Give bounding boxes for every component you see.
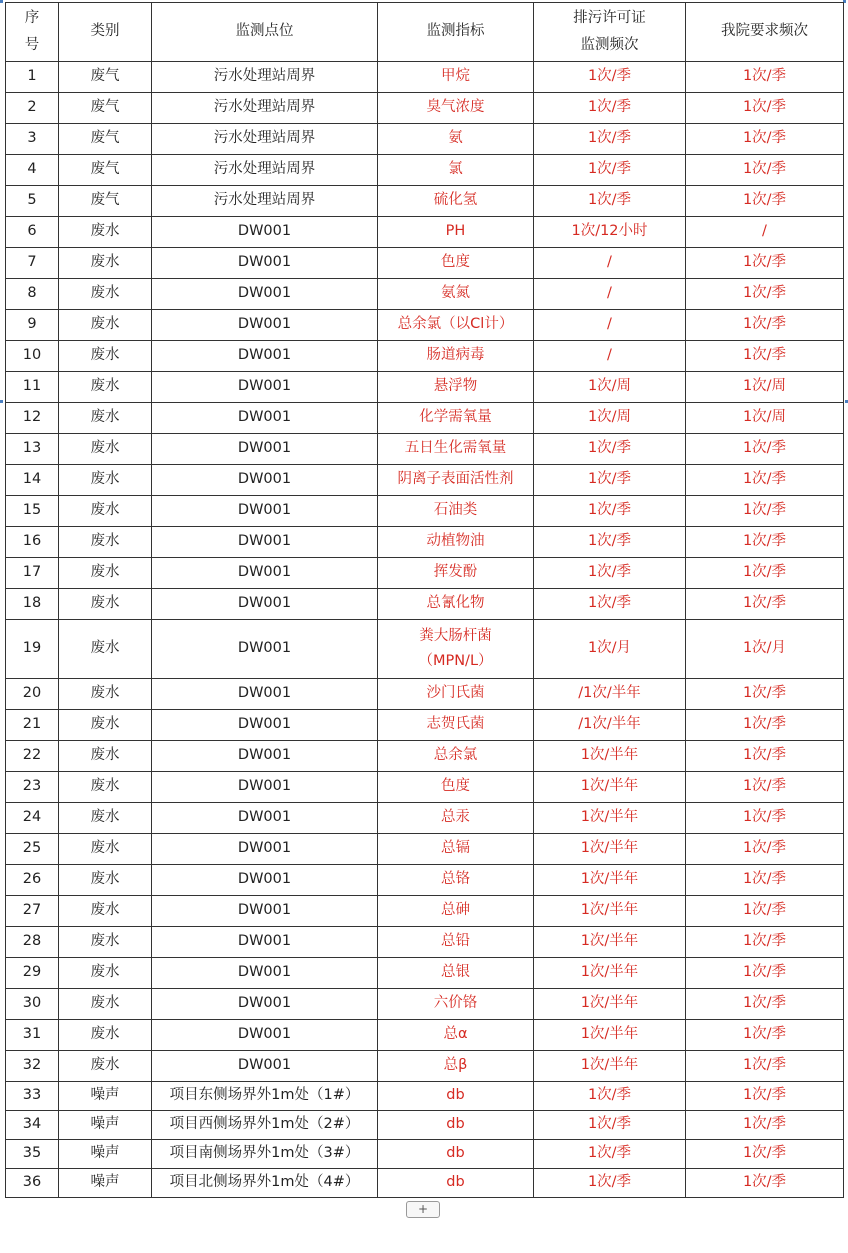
table-row	[6, 279, 844, 310]
cell-hospital-frequency: 1次/季	[686, 989, 844, 1020]
table-row	[6, 620, 844, 679]
cell-permit-frequency: /	[534, 248, 686, 279]
cell-location: DW001	[152, 772, 378, 803]
cell-hospital-frequency: 1次/季	[686, 1111, 844, 1140]
cell-indicator: db	[378, 1111, 534, 1140]
table-row	[6, 1051, 844, 1082]
cell-location: 污水处理站周界	[152, 155, 378, 186]
cell-location: DW001	[152, 896, 378, 927]
cell-location: DW001	[152, 958, 378, 989]
cell-seq: 20	[6, 679, 59, 710]
cell-permit-frequency: 1次/半年	[534, 958, 686, 989]
cell-location: DW001	[152, 434, 378, 465]
cell-permit-frequency: 1次/半年	[534, 803, 686, 834]
cell-location: 污水处理站周界	[152, 93, 378, 124]
cell-category: 废气	[59, 124, 152, 155]
document-body	[5, 2, 843, 1198]
cell-category: 废水	[59, 772, 152, 803]
cell-permit-frequency: 1次/季	[534, 465, 686, 496]
cell-seq: 34	[6, 1111, 59, 1140]
header-indicator: 监测指标	[378, 3, 534, 62]
cell-category: 噪声	[59, 1082, 152, 1111]
cell-hospital-frequency: 1次/季	[686, 434, 844, 465]
corner-marker-mid-left	[0, 400, 3, 403]
cell-permit-frequency: /	[534, 310, 686, 341]
cell-hospital-frequency: 1次/周	[686, 403, 844, 434]
cell-indicator: 阴离子表面活性剂	[378, 465, 534, 496]
cell-permit-frequency: 1次/周	[534, 372, 686, 403]
table-row	[6, 1082, 844, 1111]
cell-permit-frequency: 1次/季	[534, 589, 686, 620]
cell-indicator: 总砷	[378, 896, 534, 927]
cell-location: DW001	[152, 834, 378, 865]
table-row	[6, 1020, 844, 1051]
cell-permit-frequency: 1次/季	[534, 186, 686, 217]
cell-hospital-frequency: 1次/季	[686, 1140, 844, 1169]
cell-location: DW001	[152, 217, 378, 248]
cell-category: 废水	[59, 834, 152, 865]
cell-seq: 22	[6, 741, 59, 772]
cell-indicator: 五日生化需氧量	[378, 434, 534, 465]
cell-hospital-frequency: 1次/季	[686, 679, 844, 710]
cell-category: 废水	[59, 927, 152, 958]
cell-permit-frequency: 1次/月	[534, 620, 686, 679]
cell-seq: 19	[6, 620, 59, 679]
cell-indicator: 色度	[378, 248, 534, 279]
cell-hospital-frequency: 1次/季	[686, 1169, 844, 1198]
table-row	[6, 865, 844, 896]
table-row	[6, 248, 844, 279]
cell-category: 废水	[59, 865, 152, 896]
cell-location: DW001	[152, 1051, 378, 1082]
cell-seq: 13	[6, 434, 59, 465]
table-row	[6, 679, 844, 710]
cell-hospital-frequency: 1次/月	[686, 620, 844, 679]
cell-seq: 35	[6, 1140, 59, 1169]
cell-category: 废水	[59, 558, 152, 589]
cell-permit-frequency: 1次/周	[534, 403, 686, 434]
cell-hospital-frequency: 1次/季	[686, 465, 844, 496]
cell-category: 废水	[59, 217, 152, 248]
cell-category: 噪声	[59, 1140, 152, 1169]
table-row	[6, 834, 844, 865]
cell-location: 项目北侧场界外1m处（4#）	[152, 1169, 378, 1198]
cell-indicator: 总余氯	[378, 741, 534, 772]
cell-indicator: 总铬	[378, 865, 534, 896]
cell-seq: 17	[6, 558, 59, 589]
table-row	[6, 741, 844, 772]
cell-category: 废水	[59, 589, 152, 620]
cell-permit-frequency: 1次/季	[534, 1169, 686, 1198]
cell-category: 废水	[59, 1051, 152, 1082]
cell-location: DW001	[152, 927, 378, 958]
cell-location: DW001	[152, 741, 378, 772]
cell-seq: 5	[6, 186, 59, 217]
cell-location: DW001	[152, 310, 378, 341]
cell-category: 废气	[59, 155, 152, 186]
table-row	[6, 217, 844, 248]
table-row	[6, 186, 844, 217]
cell-location: DW001	[152, 372, 378, 403]
cell-hospital-frequency: 1次/季	[686, 558, 844, 589]
table-row	[6, 496, 844, 527]
cell-seq: 4	[6, 155, 59, 186]
cell-indicator: 化学需氧量	[378, 403, 534, 434]
cell-indicator: 总镉	[378, 834, 534, 865]
cell-hospital-frequency: 1次/季	[686, 958, 844, 989]
cell-hospital-frequency: 1次/季	[686, 310, 844, 341]
table-row	[6, 710, 844, 741]
cell-seq: 27	[6, 896, 59, 927]
cell-seq: 8	[6, 279, 59, 310]
cell-seq: 21	[6, 710, 59, 741]
cell-hospital-frequency: 1次/季	[686, 496, 844, 527]
cell-permit-frequency: 1次/季	[534, 1111, 686, 1140]
cell-permit-frequency: 1次/半年	[534, 772, 686, 803]
cell-indicator: 肠道病毒	[378, 341, 534, 372]
cell-hospital-frequency: 1次/季	[686, 62, 844, 93]
cell-permit-frequency: 1次/半年	[534, 834, 686, 865]
table-row	[6, 1140, 844, 1169]
cell-hospital-frequency: 1次/季	[686, 741, 844, 772]
cell-seq: 6	[6, 217, 59, 248]
cell-category: 废水	[59, 341, 152, 372]
table-header-row	[6, 3, 844, 62]
cell-permit-frequency: 1次/季	[534, 496, 686, 527]
cell-hospital-frequency: 1次/季	[686, 93, 844, 124]
table-row	[6, 989, 844, 1020]
table-row	[6, 527, 844, 558]
cell-category: 废水	[59, 741, 152, 772]
cell-seq: 31	[6, 1020, 59, 1051]
cell-category: 噪声	[59, 1169, 152, 1198]
cell-location: DW001	[152, 496, 378, 527]
cell-permit-frequency: 1次/季	[534, 434, 686, 465]
cell-permit-frequency: 1次/半年	[534, 865, 686, 896]
cell-permit-frequency: 1次/季	[534, 558, 686, 589]
cell-seq: 25	[6, 834, 59, 865]
cell-seq: 36	[6, 1169, 59, 1198]
cell-category: 废水	[59, 620, 152, 679]
cell-location: 污水处理站周界	[152, 62, 378, 93]
cell-indicator: 总α	[378, 1020, 534, 1051]
cell-category: 废水	[59, 896, 152, 927]
cell-seq: 29	[6, 958, 59, 989]
cell-location: DW001	[152, 527, 378, 558]
table-row	[6, 927, 844, 958]
cell-permit-frequency: 1次/季	[534, 155, 686, 186]
cell-category: 废水	[59, 403, 152, 434]
table-row	[6, 1111, 844, 1140]
corner-marker-top-left	[0, 0, 3, 3]
cell-indicator: 粪大肠杆菌 （MPN/L）	[378, 620, 534, 679]
cell-permit-frequency: 1次/季	[534, 1082, 686, 1111]
cell-location: DW001	[152, 989, 378, 1020]
cell-seq: 33	[6, 1082, 59, 1111]
cell-indicator: 悬浮物	[378, 372, 534, 403]
cell-category: 废水	[59, 527, 152, 558]
cell-location: DW001	[152, 341, 378, 372]
cell-indicator: 氨	[378, 124, 534, 155]
cell-seq: 18	[6, 589, 59, 620]
add-row-button[interactable]: +	[406, 1201, 440, 1218]
cell-indicator: db	[378, 1082, 534, 1111]
cell-indicator: 总氰化物	[378, 589, 534, 620]
cell-seq: 1	[6, 62, 59, 93]
cell-seq: 16	[6, 527, 59, 558]
cell-hospital-frequency: 1次/季	[686, 803, 844, 834]
cell-category: 废气	[59, 62, 152, 93]
cell-location: DW001	[152, 248, 378, 279]
cell-permit-frequency: 1次/半年	[534, 989, 686, 1020]
table-row	[6, 465, 844, 496]
cell-indicator: 志贺氏菌	[378, 710, 534, 741]
cell-category: 废水	[59, 465, 152, 496]
cell-hospital-frequency: 1次/季	[686, 865, 844, 896]
cell-category: 废水	[59, 279, 152, 310]
table-row	[6, 155, 844, 186]
cell-category: 废水	[59, 989, 152, 1020]
cell-location: DW001	[152, 679, 378, 710]
cell-indicator: 氯	[378, 155, 534, 186]
cell-indicator: 氨氮	[378, 279, 534, 310]
cell-location: DW001	[152, 465, 378, 496]
table-row	[6, 93, 844, 124]
cell-hospital-frequency: 1次/季	[686, 927, 844, 958]
cell-seq: 10	[6, 341, 59, 372]
cell-seq: 3	[6, 124, 59, 155]
table-body	[6, 62, 844, 1198]
table-row	[6, 62, 844, 93]
cell-permit-frequency: /1次/半年	[534, 679, 686, 710]
cell-indicator: 总β	[378, 1051, 534, 1082]
cell-hospital-frequency: 1次/季	[686, 834, 844, 865]
cell-permit-frequency: 1次/半年	[534, 1051, 686, 1082]
cell-indicator: PH	[378, 217, 534, 248]
table-row	[6, 310, 844, 341]
cell-indicator: 总铅	[378, 927, 534, 958]
cell-indicator: 动植物油	[378, 527, 534, 558]
cell-category: 废水	[59, 434, 152, 465]
cell-hospital-frequency: 1次/季	[686, 155, 844, 186]
table-row	[6, 589, 844, 620]
cell-category: 废水	[59, 248, 152, 279]
cell-seq: 26	[6, 865, 59, 896]
monitoring-table	[5, 2, 844, 1198]
cell-indicator: 总银	[378, 958, 534, 989]
table-row	[6, 341, 844, 372]
cell-hospital-frequency: /	[686, 217, 844, 248]
cell-location: 污水处理站周界	[152, 186, 378, 217]
cell-category: 废水	[59, 310, 152, 341]
cell-permit-frequency: 1次/季	[534, 93, 686, 124]
cell-indicator: 总余氯（以Cl计）	[378, 310, 534, 341]
table-row	[6, 558, 844, 589]
table-row	[6, 896, 844, 927]
cell-seq: 2	[6, 93, 59, 124]
cell-location: DW001	[152, 620, 378, 679]
cell-seq: 23	[6, 772, 59, 803]
cell-seq: 32	[6, 1051, 59, 1082]
table-row	[6, 772, 844, 803]
cell-permit-frequency: 1次/半年	[534, 741, 686, 772]
cell-indicator: 沙门氏菌	[378, 679, 534, 710]
cell-permit-frequency: 1次/季	[534, 62, 686, 93]
cell-category: 废气	[59, 186, 152, 217]
cell-hospital-frequency: 1次/季	[686, 772, 844, 803]
cell-indicator: 色度	[378, 772, 534, 803]
cell-seq: 24	[6, 803, 59, 834]
cell-indicator: 挥发酚	[378, 558, 534, 589]
header-category: 类别	[59, 3, 152, 62]
cell-permit-frequency: 1次/半年	[534, 927, 686, 958]
table-row	[6, 372, 844, 403]
cell-category: 废水	[59, 1020, 152, 1051]
cell-permit-frequency: 1次/半年	[534, 896, 686, 927]
cell-hospital-frequency: 1次/季	[686, 896, 844, 927]
cell-category: 废水	[59, 679, 152, 710]
cell-permit-frequency: /	[534, 341, 686, 372]
cell-indicator: db	[378, 1169, 534, 1198]
cell-location: DW001	[152, 865, 378, 896]
cell-indicator: 甲烷	[378, 62, 534, 93]
cell-hospital-frequency: 1次/季	[686, 710, 844, 741]
cell-indicator: 石油类	[378, 496, 534, 527]
cell-permit-frequency: 1次/季	[534, 527, 686, 558]
cell-category: 噪声	[59, 1111, 152, 1140]
cell-permit-frequency: 1次/季	[534, 124, 686, 155]
cell-category: 废水	[59, 803, 152, 834]
cell-indicator: db	[378, 1140, 534, 1169]
cell-hospital-frequency: 1次/季	[686, 589, 844, 620]
cell-hospital-frequency: 1次/季	[686, 124, 844, 155]
cell-hospital-frequency: 1次/季	[686, 1082, 844, 1111]
cell-hospital-frequency: 1次/季	[686, 1051, 844, 1082]
cell-location: DW001	[152, 710, 378, 741]
cell-indicator: 六价铬	[378, 989, 534, 1020]
table-row	[6, 803, 844, 834]
cell-location: DW001	[152, 403, 378, 434]
cell-hospital-frequency: 1次/周	[686, 372, 844, 403]
cell-category: 废水	[59, 496, 152, 527]
cell-permit-frequency: /	[534, 279, 686, 310]
table-row	[6, 124, 844, 155]
cell-seq: 7	[6, 248, 59, 279]
cell-seq: 14	[6, 465, 59, 496]
cell-location: 项目东侧场界外1m处（1#）	[152, 1082, 378, 1111]
cell-seq: 11	[6, 372, 59, 403]
cell-location: DW001	[152, 1020, 378, 1051]
cell-seq: 30	[6, 989, 59, 1020]
table-row	[6, 403, 844, 434]
header-permit-frequency: 排污许可证 监测频次	[534, 3, 686, 62]
cell-location: DW001	[152, 803, 378, 834]
cell-location: 污水处理站周界	[152, 124, 378, 155]
cell-hospital-frequency: 1次/季	[686, 1020, 844, 1051]
cell-seq: 9	[6, 310, 59, 341]
cell-category: 废水	[59, 958, 152, 989]
cell-location: 项目南侧场界外1m处（3#）	[152, 1140, 378, 1169]
cell-category: 废水	[59, 372, 152, 403]
cell-hospital-frequency: 1次/季	[686, 279, 844, 310]
cell-seq: 12	[6, 403, 59, 434]
cell-category: 废水	[59, 710, 152, 741]
cell-seq: 15	[6, 496, 59, 527]
cell-permit-frequency: 1次/半年	[534, 1020, 686, 1051]
header-seq: 序 号	[6, 3, 59, 62]
cell-hospital-frequency: 1次/季	[686, 341, 844, 372]
cell-location: 项目西侧场界外1m处（2#）	[152, 1111, 378, 1140]
cell-hospital-frequency: 1次/季	[686, 527, 844, 558]
cell-location: DW001	[152, 589, 378, 620]
header-hospital-frequency: 我院要求频次	[686, 3, 844, 62]
cell-category: 废气	[59, 93, 152, 124]
cell-indicator: 总汞	[378, 803, 534, 834]
cell-hospital-frequency: 1次/季	[686, 186, 844, 217]
table-row	[6, 958, 844, 989]
cell-location: DW001	[152, 279, 378, 310]
header-location: 监测点位	[152, 3, 378, 62]
cell-hospital-frequency: 1次/季	[686, 248, 844, 279]
cell-permit-frequency: 1次/季	[534, 1140, 686, 1169]
cell-indicator: 硫化氢	[378, 186, 534, 217]
table-row	[6, 1169, 844, 1198]
cell-indicator: 臭气浓度	[378, 93, 534, 124]
cell-location: DW001	[152, 558, 378, 589]
table-row	[6, 434, 844, 465]
cell-permit-frequency: 1次/12小时	[534, 217, 686, 248]
cell-permit-frequency: /1次/半年	[534, 710, 686, 741]
cell-seq: 28	[6, 927, 59, 958]
